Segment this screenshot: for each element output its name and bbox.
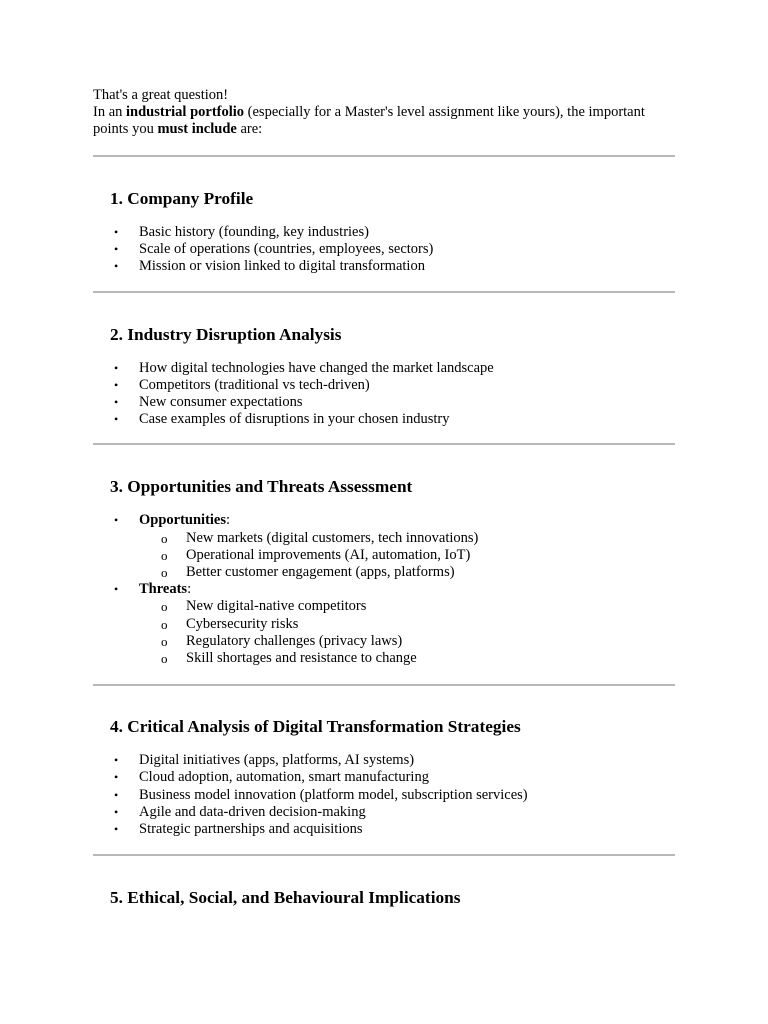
bullet-list [93, 512, 675, 667]
intro-line: That's a great question! [93, 87, 229, 103]
intro-emphasis: industrial portfolio [126, 104, 245, 120]
section-title: 4. Critical Analysis of Digital Transformation Strategies [110, 717, 521, 737]
intro [93, 87, 675, 138]
divider [93, 155, 675, 157]
sub-list [139, 598, 675, 667]
intro-text: In an [93, 104, 127, 120]
list-item: • Digital initiatives (apps, platforms, AI systems) [93, 752, 675, 769]
divider [93, 854, 675, 856]
sub-list-item: o New digital-native competitors [139, 598, 675, 615]
sub-list-item: o Cybersecurity risks [139, 616, 675, 633]
list-item: • Business model innovation (platform model, subscription services) [93, 787, 675, 804]
divider [93, 684, 675, 686]
intro-text: (especially for a Master's level assignment like yours), the important points you [93, 104, 645, 137]
list-item: • Mission or vision linked to digital transformation [93, 258, 675, 275]
list-item [93, 512, 675, 581]
list-item: • Strategic partnerships and acquisitions [93, 821, 675, 838]
list-item: • Agile and data-driven decision-making [93, 804, 675, 821]
sub-list [139, 530, 675, 582]
list-item [93, 581, 675, 667]
list-item: • New consumer expectations [93, 394, 675, 411]
sub-list-item: o Better customer engagement (apps, platforms) [139, 564, 675, 581]
intro-emphasis: must include [157, 121, 237, 137]
list-item: • Basic history (founding, key industries) [93, 224, 675, 241]
sub-list-item: o Operational improvements (AI, automation, IoT) [139, 547, 675, 564]
bullet-list [93, 360, 675, 429]
section-title: 1. Company Profile [110, 189, 254, 208]
divider [93, 443, 675, 445]
section-title: 5. Ethical, Social, and Behavioural Implications [110, 888, 461, 908]
list-item: • Competitors (traditional vs tech-driven) [93, 377, 675, 394]
sub-list-item: o New markets (digital customers, tech innovations) [139, 530, 675, 547]
intro-text: are: [236, 121, 263, 137]
group-label-suffix: : [187, 581, 192, 598]
list-item: • Scale of operations (countries, employees, sectors) [93, 241, 675, 258]
bullet-list [93, 224, 675, 276]
bullet-list [93, 752, 675, 838]
sub-list-item: o Regulatory challenges (privacy laws) [139, 633, 675, 650]
document-page [93, 87, 675, 908]
divider [93, 291, 675, 293]
list-item: • How digital technologies have changed the market landscape [93, 360, 675, 377]
group-label: Threats [139, 581, 188, 598]
sub-list-item: o Skill shortages and resistance to change [139, 650, 675, 667]
list-item: • Cloud adoption, automation, smart manufacturing [93, 769, 675, 786]
section-title: 3. Opportunities and Threats Assessment [110, 477, 413, 497]
section-title: 2. Industry Disruption Analysis [110, 324, 342, 344]
list-item: • Case examples of disruptions in your chosen industry [93, 411, 675, 428]
group-label: Opportunities [139, 512, 227, 529]
group-label-suffix: : [226, 512, 231, 529]
intro-paragraph [93, 104, 675, 138]
